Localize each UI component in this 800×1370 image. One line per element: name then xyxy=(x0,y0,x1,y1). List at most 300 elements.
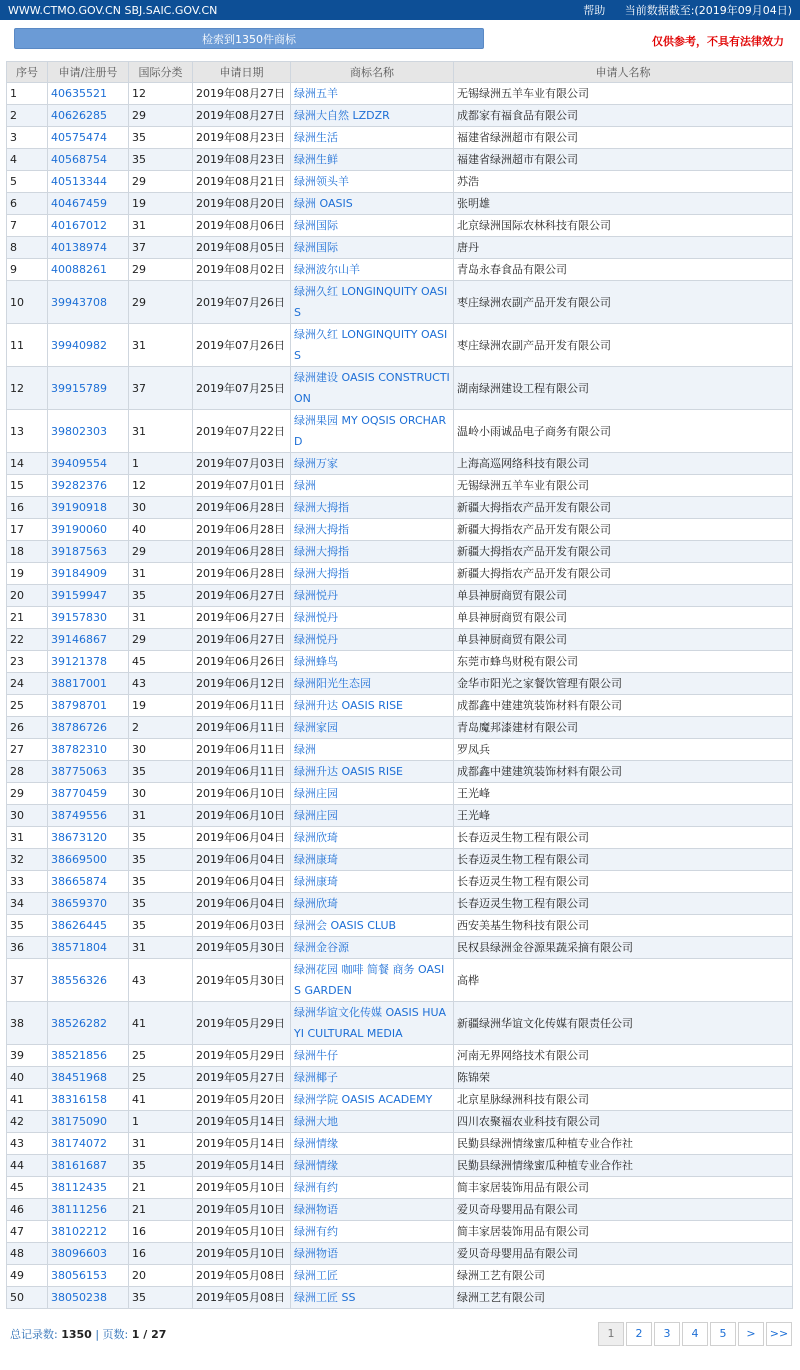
cell-trademark-name xyxy=(291,1221,454,1243)
cell-reg-number xyxy=(48,849,129,871)
cell-class: 35 xyxy=(129,827,193,849)
cell-date: 2019年05月10日 xyxy=(193,1221,291,1243)
trademark-name-link[interactable]: 绿洲会 OASIS CLUB xyxy=(294,919,397,932)
trademark-name-link[interactable]: 绿洲大拇指 xyxy=(294,523,349,536)
reg-number-link[interactable]: 40088261 xyxy=(51,263,107,276)
cell-date: 2019年08月23日 xyxy=(193,127,291,149)
record-summary xyxy=(10,1326,166,1342)
reg-number-link[interactable]: 38626445 xyxy=(51,919,107,932)
reg-number-link[interactable]: 38050238 xyxy=(51,1291,107,1304)
cell-applicant: 新疆大拇指农产品开发有限公司 xyxy=(454,563,793,585)
table-row xyxy=(7,1265,793,1287)
reg-number-link[interactable]: 40575474 xyxy=(51,131,107,144)
cell-trademark-name xyxy=(291,105,454,127)
cell-trademark-name xyxy=(291,127,454,149)
reg-number-link[interactable]: 38526282 xyxy=(51,1016,107,1030)
trademark-name-link[interactable]: 绿洲果园 MY OQSIS ORCHARD xyxy=(294,414,447,448)
last-page-link[interactable]: >> xyxy=(766,1322,792,1346)
cell-reg-number xyxy=(48,1002,129,1045)
table-row xyxy=(7,193,793,215)
reg-number-link[interactable]: 39282376 xyxy=(51,479,107,492)
reg-number-link[interactable]: 38669500 xyxy=(51,853,107,866)
cell-class: 31 xyxy=(129,215,193,237)
reg-number-link[interactable]: 39943708 xyxy=(51,295,107,309)
trademark-name-link[interactable]: 绿洲波尔山羊 xyxy=(294,263,360,276)
cell-trademark-name xyxy=(291,215,454,237)
cell-class: 37 xyxy=(129,367,193,410)
reg-number-link[interactable]: 39184909 xyxy=(51,567,107,580)
reg-number-link[interactable]: 38556326 xyxy=(51,973,107,987)
trademark-name-link[interactable]: 绿洲万家 xyxy=(294,457,338,470)
cell-class: 41 xyxy=(129,1002,193,1045)
table-row xyxy=(7,497,793,519)
cell-date: 2019年06月28日 xyxy=(193,519,291,541)
cell-reg-number xyxy=(48,475,129,497)
page-link[interactable]: 1 xyxy=(598,1322,624,1346)
cell-trademark-name xyxy=(291,237,454,259)
cell-reg-number xyxy=(48,805,129,827)
cell-trademark-name xyxy=(291,1002,454,1045)
reg-number-link[interactable]: 38673120 xyxy=(51,831,107,844)
cell-trademark-name xyxy=(291,1177,454,1199)
cell-applicant: 张明雄 xyxy=(454,193,793,215)
cell-reg-number xyxy=(48,367,129,410)
cell-applicant: 王光峰 xyxy=(454,805,793,827)
trademark-name-link[interactable]: 绿洲工匠 SS xyxy=(294,1291,356,1304)
trademark-name-link[interactable]: 绿洲五羊 xyxy=(294,87,338,100)
table-row xyxy=(7,915,793,937)
cell-class: 1 xyxy=(129,1111,193,1133)
cell-applicant: 西安美基生物科技有限公司 xyxy=(454,915,793,937)
cell-index: 18 xyxy=(7,541,48,563)
trademark-name-link[interactable]: 绿洲悦丹 xyxy=(294,611,338,624)
table-row xyxy=(7,1155,793,1177)
trademark-name-link[interactable]: 绿洲升达 OASIS RISE xyxy=(294,765,404,778)
cell-reg-number xyxy=(48,215,129,237)
trademark-name-link[interactable]: 绿洲悦丹 xyxy=(294,589,338,602)
cell-applicant: 民权县绿洲金谷源果蔬采摘有限公司 xyxy=(454,937,793,959)
trademark-name-link[interactable]: 绿洲庄园 xyxy=(294,809,338,822)
trademark-name-link[interactable]: 绿洲生鲜 xyxy=(294,153,338,166)
reg-number-link[interactable]: 39146867 xyxy=(51,633,107,646)
cell-index: 40 xyxy=(7,1067,48,1089)
trademark-name-link[interactable]: 绿洲花园 咖啡 简餐 商务 OASIS GARDEN xyxy=(294,963,445,997)
trademark-name-link[interactable]: 绿洲大自然 LZDZR xyxy=(294,109,390,122)
cell-reg-number xyxy=(48,1265,129,1287)
cell-index: 35 xyxy=(7,915,48,937)
reg-number-link[interactable]: 38665874 xyxy=(51,875,107,888)
page-link[interactable]: 4 xyxy=(682,1322,708,1346)
cell-class: 21 xyxy=(129,1199,193,1221)
cell-applicant: 四川农聚福农业科技有限公司 xyxy=(454,1111,793,1133)
table-row xyxy=(7,695,793,717)
cell-date: 2019年05月29日 xyxy=(193,1002,291,1045)
cell-date: 2019年05月08日 xyxy=(193,1265,291,1287)
cell-date: 2019年06月11日 xyxy=(193,761,291,783)
cell-date: 2019年06月04日 xyxy=(193,827,291,849)
trademark-name-link[interactable]: 绿洲庄园 xyxy=(294,787,338,800)
cell-reg-number xyxy=(48,1089,129,1111)
cell-applicant: 成都家有福食品有限公司 xyxy=(454,105,793,127)
reg-number-link[interactable]: 40626285 xyxy=(51,109,107,122)
cell-applicant: 上海高巡网络科技有限公司 xyxy=(454,453,793,475)
cell-trademark-name xyxy=(291,1243,454,1265)
cell-reg-number xyxy=(48,497,129,519)
cell-applicant: 湖南绿洲建设工程有限公司 xyxy=(454,367,793,410)
table-row xyxy=(7,410,793,453)
cell-class: 35 xyxy=(129,893,193,915)
cell-applicant: 绿洲工艺有限公司 xyxy=(454,1287,793,1309)
reg-number-link[interactable]: 38798701 xyxy=(51,699,107,712)
cell-trademark-name xyxy=(291,563,454,585)
trademark-name-link[interactable]: 绿洲物语 xyxy=(294,1247,338,1260)
table-row xyxy=(7,937,793,959)
table-row xyxy=(7,237,793,259)
cell-index: 9 xyxy=(7,259,48,281)
cell-index: 4 xyxy=(7,149,48,171)
reg-number-link[interactable]: 38111256 xyxy=(51,1203,107,1216)
cell-trademark-name xyxy=(291,324,454,367)
table-header-row xyxy=(7,62,793,83)
trademark-name-link[interactable]: 绿洲情缘 xyxy=(294,1159,338,1172)
cell-class: 12 xyxy=(129,83,193,105)
cell-applicant: 爱贝奇母婴用品有限公司 xyxy=(454,1243,793,1265)
trademark-name-link[interactable]: 绿洲久红 LONGINQUITY OASIS xyxy=(294,285,448,319)
cell-reg-number xyxy=(48,127,129,149)
trademark-name-link[interactable]: 绿洲欣琦 xyxy=(294,831,338,844)
cell-date: 2019年06月12日 xyxy=(193,673,291,695)
cell-trademark-name xyxy=(291,739,454,761)
reg-number-link[interactable]: 40568754 xyxy=(51,153,107,166)
cell-trademark-name xyxy=(291,475,454,497)
cell-applicant: 绿洲工艺有限公司 xyxy=(454,1265,793,1287)
cell-class: 30 xyxy=(129,739,193,761)
cell-index: 15 xyxy=(7,475,48,497)
cell-index: 16 xyxy=(7,497,48,519)
reg-number-link[interactable]: 39915789 xyxy=(51,381,107,395)
top-bar xyxy=(0,0,800,20)
cell-trademark-name xyxy=(291,871,454,893)
cell-applicant: 单县神厨商贸有限公司 xyxy=(454,585,793,607)
cell-date: 2019年08月23日 xyxy=(193,149,291,171)
cell-reg-number xyxy=(48,541,129,563)
cell-date: 2019年06月11日 xyxy=(193,695,291,717)
cell-date: 2019年06月28日 xyxy=(193,541,291,563)
trademark-name-link[interactable]: 绿洲建设 OASIS CONSTRUCTION xyxy=(294,371,450,405)
reg-number-link[interactable]: 38786726 xyxy=(51,721,107,734)
reg-number-link[interactable]: 39157830 xyxy=(51,611,107,624)
page-link[interactable]: 5 xyxy=(710,1322,736,1346)
trademark-name-link[interactable]: 绿洲生活 xyxy=(294,131,338,144)
cell-date: 2019年07月25日 xyxy=(193,367,291,410)
help-link[interactable]: 帮助 xyxy=(583,4,606,17)
trademark-name-link[interactable]: 绿洲情缘 xyxy=(294,1137,338,1150)
cell-applicant: 陈锦荣 xyxy=(454,1067,793,1089)
cell-trademark-name xyxy=(291,805,454,827)
cell-index: 2 xyxy=(7,105,48,127)
trademark-name-link[interactable]: 绿洲欣琦 xyxy=(294,897,338,910)
trademark-name-link[interactable]: 绿洲康琦 xyxy=(294,853,338,866)
cell-date: 2019年05月30日 xyxy=(193,937,291,959)
cell-index: 49 xyxy=(7,1265,48,1287)
trademark-name-link[interactable]: 绿洲家园 xyxy=(294,721,338,734)
cell-index: 43 xyxy=(7,1133,48,1155)
trademark-name-link[interactable]: 绿洲牛仔 xyxy=(294,1049,338,1062)
reg-number-link[interactable]: 39409554 xyxy=(51,457,107,470)
cell-trademark-name xyxy=(291,585,454,607)
cell-reg-number xyxy=(48,827,129,849)
cell-reg-number xyxy=(48,1287,129,1309)
cell-index: 39 xyxy=(7,1045,48,1067)
cell-class: 20 xyxy=(129,1265,193,1287)
cell-date: 2019年05月14日 xyxy=(193,1133,291,1155)
cell-date: 2019年05月30日 xyxy=(193,959,291,1002)
reg-number-link[interactable]: 38102212 xyxy=(51,1225,107,1238)
cell-class: 1 xyxy=(129,453,193,475)
reg-number-link[interactable]: 39159947 xyxy=(51,589,107,602)
trademark-name-link[interactable]: 绿洲物语 xyxy=(294,1203,338,1216)
next-page-link[interactable]: > xyxy=(738,1322,764,1346)
cell-date: 2019年08月27日 xyxy=(193,105,291,127)
cell-index: 26 xyxy=(7,717,48,739)
cell-class: 30 xyxy=(129,783,193,805)
reg-number-link[interactable]: 38161687 xyxy=(51,1159,107,1172)
trademark-name-link[interactable]: 绿洲国际 xyxy=(294,219,338,232)
cell-reg-number xyxy=(48,629,129,651)
cell-class: 35 xyxy=(129,761,193,783)
reg-number-link[interactable]: 38571804 xyxy=(51,941,107,954)
cell-applicant: 无锡绿洲五羊车业有限公司 xyxy=(454,83,793,105)
trademark-name-link[interactable]: 绿洲 xyxy=(294,479,316,492)
cell-trademark-name xyxy=(291,259,454,281)
trademark-name-link[interactable]: 绿洲大拇指 xyxy=(294,545,349,558)
trademark-name-link[interactable]: 绿洲国际 xyxy=(294,241,338,254)
cell-class: 35 xyxy=(129,871,193,893)
reg-number-link[interactable]: 38659370 xyxy=(51,897,107,910)
cell-date: 2019年06月27日 xyxy=(193,629,291,651)
cell-class: 29 xyxy=(129,541,193,563)
table-row xyxy=(7,215,793,237)
cell-index: 22 xyxy=(7,629,48,651)
cell-class: 19 xyxy=(129,193,193,215)
table-row xyxy=(7,871,793,893)
trademark-name-link[interactable]: 绿洲工匠 xyxy=(294,1269,338,1282)
reg-number-link[interactable]: 38451968 xyxy=(51,1071,107,1084)
table-row xyxy=(7,171,793,193)
cell-reg-number xyxy=(48,149,129,171)
cell-applicant: 简丰家居装饰用品有限公司 xyxy=(454,1177,793,1199)
reg-number-link[interactable]: 39190918 xyxy=(51,501,107,514)
cell-trademark-name xyxy=(291,410,454,453)
cell-date: 2019年08月06日 xyxy=(193,215,291,237)
cell-trademark-name xyxy=(291,959,454,1002)
trademark-name-link[interactable]: 绿洲康琦 xyxy=(294,875,338,888)
cell-index: 7 xyxy=(7,215,48,237)
cell-trademark-name xyxy=(291,849,454,871)
reg-number-link[interactable]: 38775063 xyxy=(51,765,107,778)
cell-applicant: 温岭小雨诚品电子商务有限公司 xyxy=(454,410,793,453)
reg-number-link[interactable]: 39940982 xyxy=(51,338,107,352)
table-row xyxy=(7,149,793,171)
reg-number-link[interactable]: 38782310 xyxy=(51,743,107,756)
col-header-date: 申请日期 xyxy=(193,62,291,83)
cell-trademark-name xyxy=(291,519,454,541)
reg-number-link[interactable]: 38056153 xyxy=(51,1269,107,1282)
cell-date: 2019年05月29日 xyxy=(193,1045,291,1067)
table-row xyxy=(7,105,793,127)
trademark-name-link[interactable]: 绿洲蜂鸟 xyxy=(294,655,338,668)
cell-class: 35 xyxy=(129,1155,193,1177)
cell-reg-number xyxy=(48,410,129,453)
cell-trademark-name xyxy=(291,827,454,849)
table-row xyxy=(7,585,793,607)
cell-trademark-name xyxy=(291,915,454,937)
cell-class: 35 xyxy=(129,585,193,607)
cell-reg-number xyxy=(48,1067,129,1089)
page-link[interactable]: 2 xyxy=(626,1322,652,1346)
trademark-name-link[interactable]: 绿洲大地 xyxy=(294,1115,338,1128)
reg-number-link[interactable]: 39187563 xyxy=(51,545,107,558)
cell-class: 35 xyxy=(129,127,193,149)
col-header-applicant: 申请人名称 xyxy=(454,62,793,83)
trademark-table xyxy=(6,61,793,1309)
trademark-name-link[interactable]: 绿洲悦丹 xyxy=(294,633,338,646)
reg-number-link[interactable]: 38316158 xyxy=(51,1093,107,1106)
data-date-label: 当前数据截至:(2019年09月04日) xyxy=(624,4,792,17)
reg-number-link[interactable]: 38112435 xyxy=(51,1181,107,1194)
cell-applicant: 新疆大拇指农产品开发有限公司 xyxy=(454,519,793,541)
cell-reg-number xyxy=(48,717,129,739)
cell-index: 47 xyxy=(7,1221,48,1243)
trademark-name-link[interactable]: 绿洲领头羊 xyxy=(294,175,349,188)
cell-reg-number xyxy=(48,1177,129,1199)
cell-reg-number xyxy=(48,915,129,937)
table-row xyxy=(7,783,793,805)
table-row xyxy=(7,805,793,827)
cell-trademark-name xyxy=(291,783,454,805)
cell-index: 34 xyxy=(7,893,48,915)
cell-trademark-name xyxy=(291,281,454,324)
cell-index: 13 xyxy=(7,410,48,453)
trademark-name-link[interactable]: 绿洲有约 xyxy=(294,1181,338,1194)
table-row xyxy=(7,1002,793,1045)
reg-number-link[interactable]: 38175090 xyxy=(51,1115,107,1128)
top-bar-right xyxy=(567,2,792,18)
cell-reg-number xyxy=(48,237,129,259)
reg-number-link[interactable]: 40467459 xyxy=(51,197,107,210)
reg-number-link[interactable]: 39190060 xyxy=(51,523,107,536)
reg-number-link[interactable]: 38817001 xyxy=(51,677,107,690)
cell-applicant: 枣庄绿洲农副产品开发有限公司 xyxy=(454,324,793,367)
trademark-name-link[interactable]: 绿洲大拇指 xyxy=(294,567,349,580)
trademark-name-link[interactable]: 绿洲大拇指 xyxy=(294,501,349,514)
trademark-name-link[interactable]: 绿洲华谊文化传媒 OASIS HUAYI CULTURAL MEDIA xyxy=(294,1006,447,1040)
page-link[interactable]: 3 xyxy=(654,1322,680,1346)
cell-reg-number xyxy=(48,1045,129,1067)
table-row xyxy=(7,673,793,695)
table-row xyxy=(7,1067,793,1089)
cell-date: 2019年08月20日 xyxy=(193,193,291,215)
cell-index: 50 xyxy=(7,1287,48,1309)
cell-applicant: 北京绿洲国际农林科技有限公司 xyxy=(454,215,793,237)
summary-separator: | xyxy=(95,1328,103,1341)
trademark-name-link[interactable]: 绿洲升达 OASIS RISE xyxy=(294,699,404,712)
reg-number-link[interactable]: 38749556 xyxy=(51,809,107,822)
table-row xyxy=(7,761,793,783)
reg-number-link[interactable]: 38096603 xyxy=(51,1247,107,1260)
reg-number-link[interactable]: 39802303 xyxy=(51,424,107,438)
trademark-name-link[interactable]: 绿洲阳光生态园 xyxy=(294,677,371,690)
cell-index: 41 xyxy=(7,1089,48,1111)
trademark-name-link[interactable]: 绿洲金谷源 xyxy=(294,941,349,954)
reg-number-link[interactable]: 38521856 xyxy=(51,1049,107,1062)
col-header-index: 序号 xyxy=(7,62,48,83)
table-row xyxy=(7,1045,793,1067)
cell-class: 2 xyxy=(129,717,193,739)
reg-number-link[interactable]: 38770459 xyxy=(51,787,107,800)
reg-number-link[interactable]: 39121378 xyxy=(51,655,107,668)
trademark-name-link[interactable]: 绿洲学院 OASIS ACADEMY xyxy=(294,1093,433,1106)
reg-number-link[interactable]: 40513344 xyxy=(51,175,107,188)
disclaimer-text: 仅供参考，不具有法律效力 xyxy=(652,35,784,48)
cell-index: 37 xyxy=(7,959,48,1002)
cell-date: 2019年06月27日 xyxy=(193,585,291,607)
reg-number-link[interactable]: 40635521 xyxy=(51,87,107,100)
cell-trademark-name xyxy=(291,607,454,629)
reg-number-link[interactable]: 38174072 xyxy=(51,1137,107,1150)
cell-index: 23 xyxy=(7,651,48,673)
cell-reg-number xyxy=(48,453,129,475)
cell-index: 24 xyxy=(7,673,48,695)
reg-number-link[interactable]: 40138974 xyxy=(51,241,107,254)
cell-class: 35 xyxy=(129,149,193,171)
trademark-name-link[interactable]: 绿洲 xyxy=(294,743,316,756)
table-row xyxy=(7,629,793,651)
cell-applicant: 河南无界网络技术有限公司 xyxy=(454,1045,793,1067)
cell-reg-number xyxy=(48,761,129,783)
cell-trademark-name xyxy=(291,629,454,651)
cell-applicant: 民勤县绿洲情缘蜜瓜种植专业合作社 xyxy=(454,1155,793,1177)
cell-reg-number xyxy=(48,651,129,673)
cell-trademark-name xyxy=(291,497,454,519)
cell-class: 21 xyxy=(129,1177,193,1199)
reg-number-link[interactable]: 40167012 xyxy=(51,219,107,232)
table-row xyxy=(7,717,793,739)
cell-reg-number xyxy=(48,193,129,215)
trademark-name-link[interactable]: 绿洲有约 xyxy=(294,1225,338,1238)
trademark-name-link[interactable]: 绿洲久红 LONGINQUITY OASIS xyxy=(294,328,448,362)
cell-applicant: 青岛永春食品有限公司 xyxy=(454,259,793,281)
result-count-button[interactable]: 检索到1350件商标 xyxy=(14,28,484,49)
cell-trademark-name xyxy=(291,717,454,739)
cell-trademark-name xyxy=(291,453,454,475)
table-row xyxy=(7,607,793,629)
cell-trademark-name xyxy=(291,1111,454,1133)
trademark-name-link[interactable]: 绿洲椰子 xyxy=(294,1071,338,1084)
cell-reg-number xyxy=(48,324,129,367)
table-row xyxy=(7,1133,793,1155)
cell-index: 33 xyxy=(7,871,48,893)
table-row xyxy=(7,849,793,871)
table-row xyxy=(7,519,793,541)
cell-date: 2019年06月26日 xyxy=(193,651,291,673)
table-row xyxy=(7,893,793,915)
cell-applicant: 北京星脉绿洲科技有限公司 xyxy=(454,1089,793,1111)
trademark-name-link[interactable]: 绿洲 OASIS xyxy=(294,197,353,210)
cell-date: 2019年08月05日 xyxy=(193,237,291,259)
cell-reg-number xyxy=(48,563,129,585)
cell-date: 2019年05月14日 xyxy=(193,1111,291,1133)
